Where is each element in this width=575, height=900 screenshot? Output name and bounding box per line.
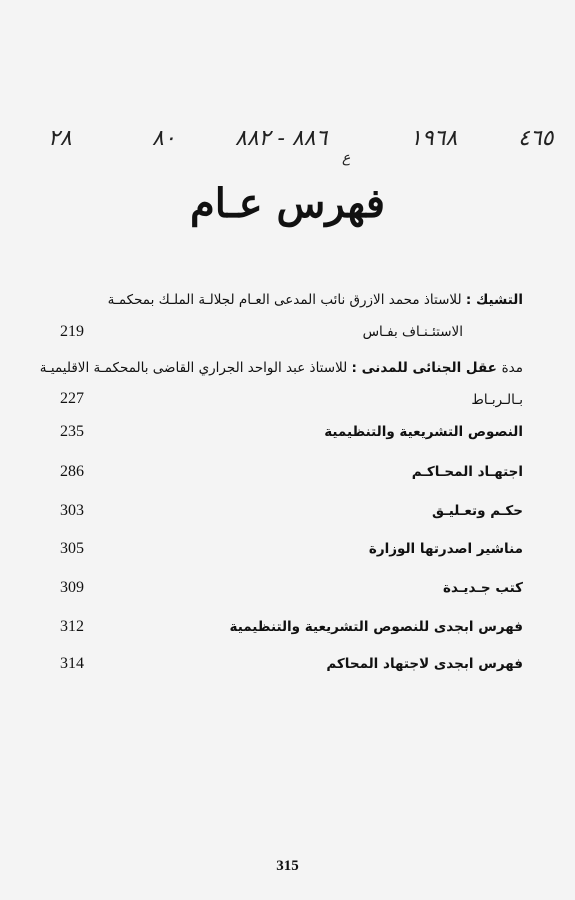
toc-page-number: 312	[60, 618, 84, 635]
toc-entry-title: النصوص التشريعية والتنظيمية	[324, 424, 523, 440]
toc-page-number: 314	[60, 655, 84, 672]
handwritten-number: ٨٨٦ - ٨٨٢	[235, 126, 328, 151]
toc-entry-line	[30, 650, 523, 679]
toc-entry-line2: الاستئـنـاف بفـاس	[362, 324, 463, 340]
toc-page-number: 227	[60, 390, 84, 407]
toc-page-number: 305	[60, 540, 84, 557]
toc-page-number: 303	[60, 502, 84, 519]
toc-entry-author: للاستاذ عبد الواحد الجراري القاضى بالمحكمـة الاقليميـة	[39, 360, 352, 376]
toc-entry-author: للاستاذ محمد الازرق نائب المدعى العـام لجلالـة الملـك بمحكمـة	[107, 292, 466, 308]
handwritten-number: ٤٦٥	[518, 126, 554, 151]
page-title: فهرس عـام	[190, 180, 385, 227]
toc-entry-title: التشيك :	[465, 292, 523, 308]
toc-entry-title: حكـم وتعـليـق	[432, 503, 523, 519]
toc-page-number: 286	[60, 463, 84, 480]
page-number: 315	[276, 858, 299, 874]
toc-entry-title: عقل الجنائى للمدنى :	[351, 360, 502, 376]
toc-entry-line	[30, 286, 523, 315]
toc-page-number: 219	[60, 323, 84, 340]
toc-page-number: 235	[60, 423, 84, 440]
handwritten-number: ٨٠	[152, 126, 176, 151]
toc-entry-title: اجتهـاد المحـاكـم	[411, 464, 523, 480]
handwritten-number: ٢٨	[48, 126, 72, 151]
toc-entry-line	[30, 354, 523, 383]
toc-entry-prefix: مدة	[501, 360, 523, 376]
toc-entry-line	[30, 458, 523, 487]
toc-entry-title: فهرس ابجدى للنصوص التشريعية والتنظيمية	[229, 619, 523, 635]
toc-entry-title: كتب جـديـدة	[443, 580, 523, 596]
toc-entry-line	[30, 574, 523, 603]
handwritten-letter: ع	[342, 150, 351, 166]
toc-entry-line	[30, 613, 523, 642]
toc-entry-line2: بـالـربـاط	[471, 392, 523, 408]
toc-entry-title: مناشير اصدرتها الوزارة	[368, 541, 523, 557]
toc-entry-line	[30, 535, 523, 564]
handwritten-reference-note	[40, 122, 554, 166]
toc-entry-line	[30, 497, 523, 526]
toc-entry-title: فهرس ابجدى لاجتهاد المحاكم	[326, 656, 523, 672]
toc-entry-line	[30, 418, 523, 447]
toc-page-number: 309	[60, 579, 84, 596]
handwritten-number: ١٩٦٨	[410, 126, 458, 151]
